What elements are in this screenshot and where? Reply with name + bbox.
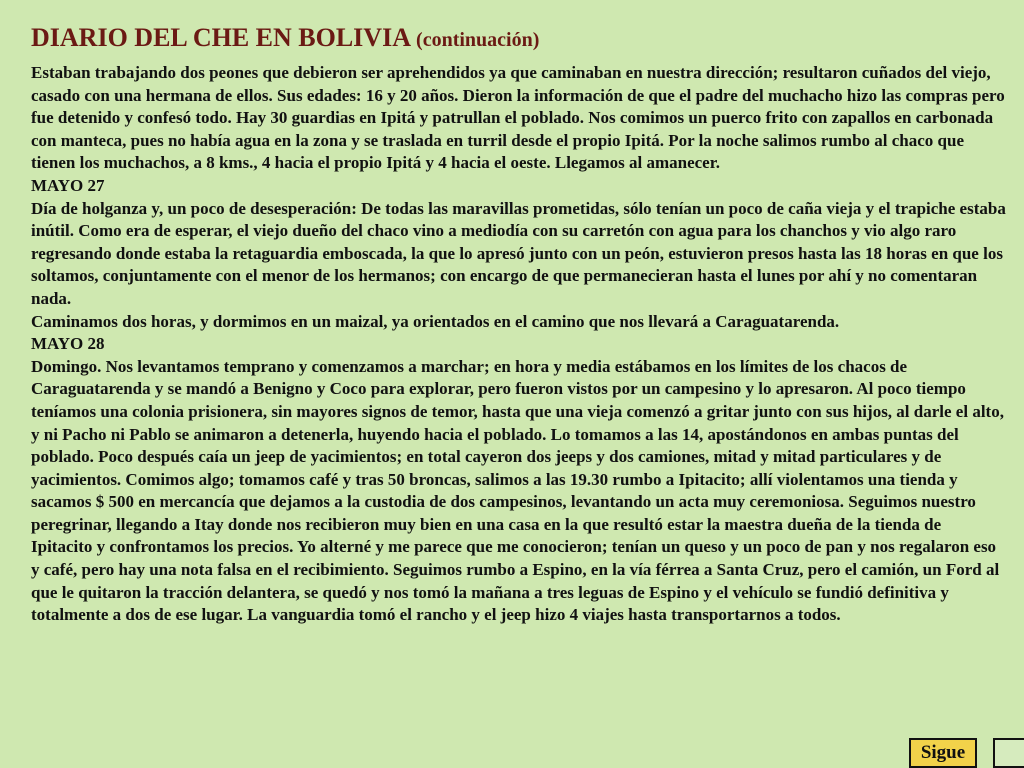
diary-text: [31, 62, 1006, 627]
paragraph-may-27: Día de holganza y, un poco de desesperación: De todas las maravillas prometidas, sólo tenían un poco de caña vieja y el trapiche estaba inútil. Como era de esperar, el viejo dueño del chaco vino a mediodía con su carretón con agua para los chanchos y vio algo raro regresando donde estaba la retaguardia emboscada, la que lo apresó junto con un peón, estuvieron presos hasta las 18 horas en que los soltamos, conjuntamente con el menor de los hermanos; con encargo de que permanecieran hasta el lunes por ahí y no comentaran nada.: [31, 198, 1006, 308]
last-slide-button[interactable]: [993, 738, 1024, 768]
paragraph-intro: Estaban trabajando dos peones que debieron ser aprehendidos ya que caminaban en nuestra dirección; resultaron cuñados del viejo, casado con una hermana de ellos. Sus edades: 16 y 20 años. Dieron la información de que el padre del muchacho hizo las compras pero fue detenido y confesó todo. Hay 30 guardias en Ipitá y patrullan el poblado. Nos comimos un puerco frito con zapallos en carbonada con manteca, pues no había agua en la zona y se traslada en turril desde el propio Ipitá. Por la noche salimos rumbo al chaco que tienen los muchachos, a 8 kms., 4 hacia el propio Ipitá y 4 hacia el oeste. Llegamos al amanecer.: [31, 63, 1005, 173]
title-main: DIARIO DEL CHE EN BOLIVIA: [31, 23, 410, 52]
next-button[interactable]: Sigue: [909, 738, 977, 768]
page-title: [31, 18, 539, 60]
paragraph-may-28: Domingo. Nos levantamos temprano y comenzamos a marchar; en hora y media estábamos en los límites de los chacos de Caraguatarenda y se mandó a Benigno y Coco para explorar, pero fueron vistos por un campesino y lo apresaron. Al poco tiempo teníamos una colonia prisionera, sin mayores signos de temor, hasta que una vieja comenzó a gritar junto con sus hijos, al darle el alto, y ni Pacho ni Pablo se animaron a detenerla, huyendo hacia el poblado. Lo tomamos a las 14, apostándonos en ambas puntas del poblado. Poco después caía un jeep de yacimientos; en total cayeron dos jeeps y dos camiones, mitad y mitad particulares y de yacimientos. Comimos algo; tomamos café y tras 50 broncas, salimos a las 19.30 rumbo a Ipitacito; allí violentamos una tienda y sacamos $ 500 en mercancía que dejamos a la custodia de dos campesinos, levantando un acta muy ceremoniosa. Seguimos nuestro peregrinar, llegando a Itay donde nos recibieron muy bien en una casa en la que resultó estar la maestra dueña de la tienda de Ipitacito y confrontamos los precios. Yo alterné y me parece que me conocieron; tenían un queso y un poco de pan y nos regalaron eso y café, pero hay una nota falsa en el recibimiento. Seguimos rumbo a Espino, en la vía férrea a Santa Cruz, pero el camión, un Ford al que le quitaron la tracción delantera, se quedó y nos tomó la mañana a tres leguas de Espino y el vehículo se fundió definitiva y totalmente a dos de ese lugar. La vanguardia tomó el rancho y el jeep hizo 4 viajes hasta transportarnos a todos.: [31, 356, 1004, 625]
title-subtitle: (continuación): [416, 29, 540, 51]
paragraph-may-27-evening: Caminamos dos horas, y dormimos en un maizal, ya orientados en el camino que nos llevará a Caraguatarenda.: [31, 311, 840, 331]
date-heading-may-28: MAYO 28: [31, 334, 105, 354]
date-heading-may-27: MAYO 27: [31, 175, 105, 195]
